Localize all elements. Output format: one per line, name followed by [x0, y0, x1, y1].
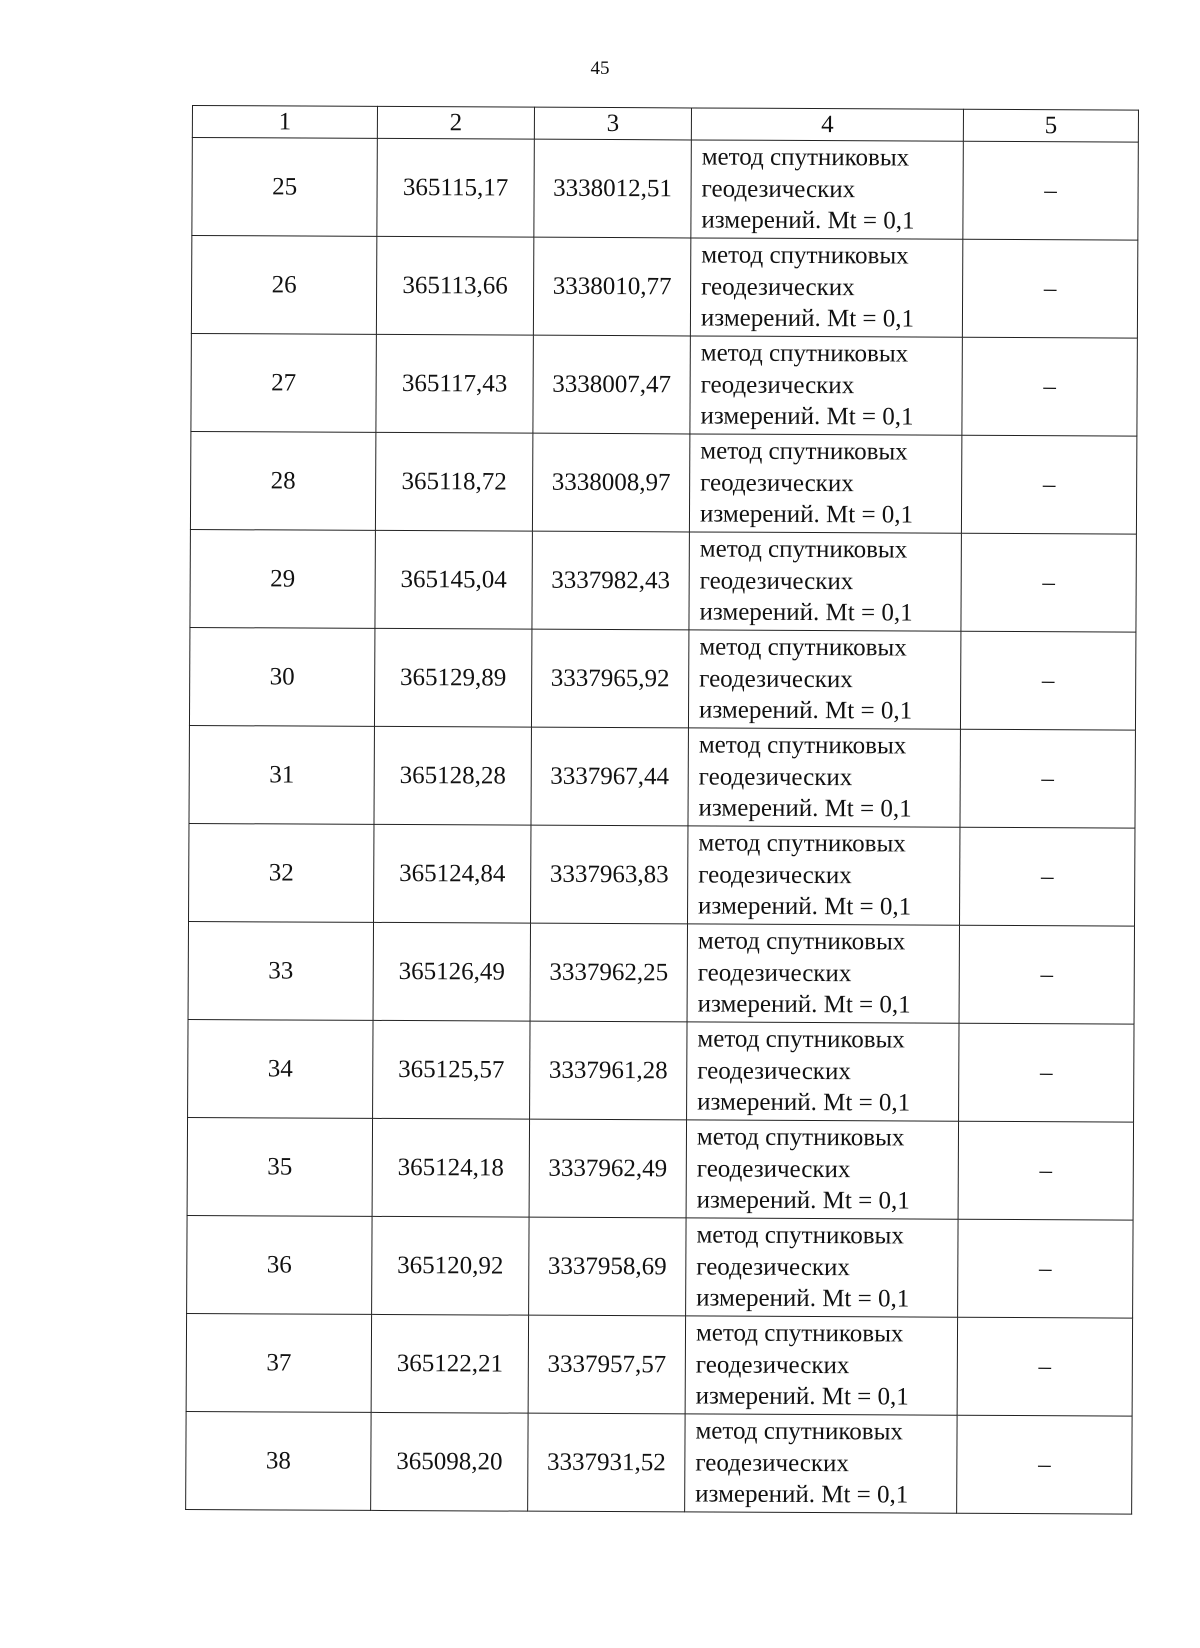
- x-coordinate-cell: 365124,84: [374, 824, 531, 923]
- y-coordinate-cell: 3337965,92: [531, 629, 688, 728]
- method-cell: [686, 1120, 958, 1219]
- method-line: геодезических: [697, 959, 852, 987]
- method-line: геодезических: [700, 371, 855, 399]
- method-line: геодезических: [701, 175, 856, 203]
- table-row: [191, 333, 1137, 436]
- point-number-cell: 27: [191, 333, 376, 432]
- table-header: [192, 106, 1138, 143]
- method-cell: [691, 140, 963, 239]
- table-row: [189, 725, 1135, 828]
- table-row: [187, 1215, 1133, 1318]
- method-line: метод спутниковых: [698, 731, 907, 760]
- method-line: метод спутниковых: [697, 927, 906, 956]
- y-coordinate-cell: 3337961,28: [530, 1021, 687, 1120]
- note-cell: –: [962, 239, 1137, 338]
- point-number-cell: 28: [190, 431, 375, 530]
- method-line: измерений. Mt = 0,1: [695, 1382, 909, 1411]
- method-line: геодезических: [701, 273, 855, 301]
- method-line: геодезических: [696, 1155, 851, 1183]
- method-line: геодезических: [699, 665, 853, 693]
- y-coordinate-cell: 3337958,69: [529, 1217, 686, 1316]
- x-coordinate-cell: 365145,04: [375, 530, 532, 629]
- method-line: геодезических: [698, 763, 853, 791]
- point-number-cell: 34: [188, 1019, 373, 1118]
- table-row: [188, 921, 1134, 1024]
- method-line: геодезических: [695, 1449, 850, 1477]
- y-coordinate-cell: 3337963,83: [531, 825, 688, 924]
- y-coordinate-cell: 3337957,57: [528, 1315, 685, 1414]
- method-line: метод спутниковых: [699, 633, 907, 662]
- method-line: метод спутниковых: [701, 143, 910, 172]
- y-coordinate-cell: 3337962,49: [529, 1119, 686, 1218]
- x-coordinate-cell: 365115,17: [377, 138, 534, 237]
- method-line: измерений. Mt = 0,1: [697, 1088, 911, 1117]
- table-row: [186, 1313, 1132, 1416]
- x-coordinate-cell: 365122,21: [371, 1314, 528, 1413]
- x-coordinate-cell: 365118,72: [375, 432, 532, 531]
- column-header: 4: [691, 108, 963, 141]
- table-row: [191, 236, 1137, 339]
- column-header: 5: [963, 109, 1138, 142]
- method-line: геодезических: [697, 1057, 851, 1085]
- method-cell: [688, 630, 960, 729]
- method-cell: [685, 1316, 957, 1415]
- method-cell: [689, 532, 961, 631]
- table-row: [190, 529, 1136, 632]
- y-coordinate-cell: 3338008,97: [532, 433, 689, 532]
- y-coordinate-cell: 3337931,52: [528, 1413, 685, 1512]
- column-header: 1: [192, 106, 377, 139]
- note-cell: –: [957, 1415, 1132, 1514]
- method-cell: [685, 1414, 957, 1513]
- point-number-cell: 38: [186, 1411, 371, 1510]
- method-line: измерений. Mt = 0,1: [699, 598, 913, 627]
- method-line: метод спутниковых: [696, 1123, 905, 1152]
- point-number-cell: 35: [187, 1117, 372, 1216]
- table-body: [186, 138, 1139, 1515]
- method-line: метод спутниковых: [701, 241, 909, 270]
- method-line: геодезических: [695, 1351, 850, 1379]
- method-line: геодезических: [696, 1253, 850, 1281]
- method-line: метод спутниковых: [697, 1025, 905, 1054]
- x-coordinate-cell: 365129,89: [374, 628, 531, 727]
- note-cell: –: [961, 435, 1136, 534]
- method-line: измерений. Mt = 0,1: [698, 696, 913, 725]
- point-number-cell: 36: [187, 1215, 372, 1314]
- point-number-cell: 31: [189, 725, 374, 824]
- table-row: [186, 1411, 1132, 1514]
- point-number-cell: 25: [192, 138, 377, 237]
- column-header: 2: [377, 106, 534, 139]
- table-row: [190, 431, 1136, 534]
- method-line: измерений. Mt = 0,1: [696, 1186, 910, 1215]
- method-line: измерений. Mt = 0,1: [696, 1284, 910, 1313]
- method-line: метод спутниковых: [695, 1319, 904, 1348]
- method-line: метод спутниковых: [700, 437, 908, 466]
- method-cell: [687, 924, 959, 1023]
- method-line: метод спутниковых: [695, 1417, 903, 1446]
- note-cell: –: [958, 1121, 1133, 1220]
- table-row: [189, 627, 1135, 730]
- method-line: измерений. Mt = 0,1: [700, 304, 915, 333]
- point-number-cell: 26: [191, 236, 376, 335]
- note-cell: –: [962, 337, 1137, 436]
- method-line: измерений. Mt = 0,1: [697, 990, 911, 1019]
- y-coordinate-cell: 3338012,51: [534, 139, 691, 238]
- method-line: геодезических: [699, 567, 854, 595]
- method-cell: [688, 826, 960, 925]
- note-cell: –: [959, 925, 1134, 1024]
- table-row: [189, 823, 1135, 926]
- x-coordinate-cell: 365117,43: [376, 334, 533, 433]
- method-line: измерений. Mt = 0,1: [698, 794, 912, 823]
- header-row: [192, 106, 1138, 143]
- point-number-cell: 29: [190, 529, 375, 628]
- method-cell: [686, 1218, 958, 1317]
- method-line: измерений. Mt = 0,1: [698, 892, 912, 921]
- table-row: [188, 1019, 1134, 1122]
- method-line: измерений. Mt = 0,1: [699, 500, 914, 529]
- method-line: измерений. Mt = 0,1: [700, 402, 914, 431]
- point-number-cell: 30: [189, 627, 374, 726]
- method-line: метод спутниковых: [700, 339, 909, 368]
- method-cell: [687, 1022, 959, 1121]
- y-coordinate-cell: 3337982,43: [532, 531, 689, 630]
- note-cell: –: [958, 1219, 1133, 1318]
- y-coordinate-cell: 3337967,44: [531, 727, 688, 826]
- column-header: 3: [534, 107, 691, 140]
- x-coordinate-cell: 365120,92: [372, 1216, 529, 1315]
- method-line: геодезических: [700, 469, 854, 497]
- note-cell: –: [957, 1317, 1132, 1416]
- method-cell: [690, 336, 962, 435]
- point-number-cell: 33: [188, 921, 373, 1020]
- x-coordinate-cell: 365124,18: [372, 1118, 529, 1217]
- note-cell: –: [960, 631, 1135, 730]
- y-coordinate-cell: 3338010,77: [533, 237, 690, 336]
- page-number: 45: [590, 58, 610, 79]
- method-line: измерений. Mt = 0,1: [695, 1480, 909, 1509]
- note-cell: –: [960, 729, 1135, 828]
- table-row: [192, 138, 1138, 241]
- method-line: метод спутниковых: [699, 535, 908, 564]
- method-line: измерений. Mt = 0,1: [701, 206, 915, 235]
- coordinates-table: [185, 105, 1139, 1515]
- note-cell: –: [960, 827, 1135, 926]
- table-row: [187, 1117, 1133, 1220]
- method-cell: [690, 238, 962, 337]
- method-line: метод спутниковых: [698, 829, 906, 858]
- point-number-cell: 37: [186, 1313, 371, 1412]
- point-number-cell: 32: [189, 823, 374, 922]
- note-cell: –: [963, 141, 1138, 240]
- y-coordinate-cell: 3338007,47: [533, 335, 690, 434]
- method-line: геодезических: [698, 861, 852, 889]
- x-coordinate-cell: 365128,28: [374, 726, 531, 825]
- x-coordinate-cell: 365113,66: [376, 236, 533, 335]
- method-line: метод спутниковых: [696, 1221, 904, 1250]
- x-coordinate-cell: 365126,49: [373, 922, 530, 1021]
- y-coordinate-cell: 3337962,25: [530, 923, 687, 1022]
- note-cell: –: [961, 533, 1136, 632]
- method-cell: [689, 434, 961, 533]
- x-coordinate-cell: 365098,20: [371, 1412, 528, 1511]
- method-cell: [688, 728, 960, 827]
- note-cell: –: [959, 1023, 1134, 1122]
- x-coordinate-cell: 365125,57: [373, 1020, 530, 1119]
